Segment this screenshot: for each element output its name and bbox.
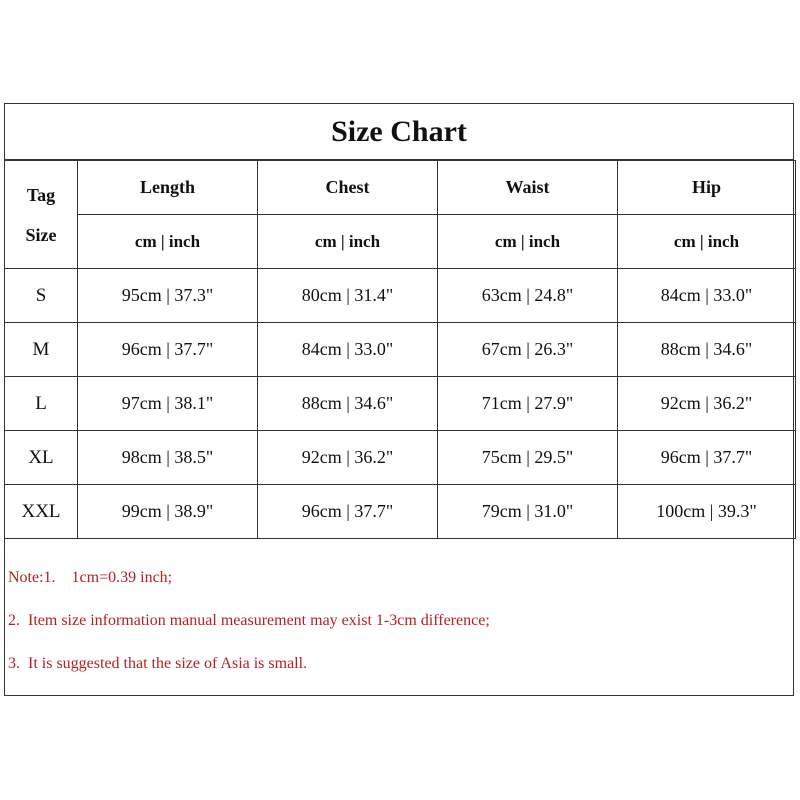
size-cell: S [5,269,78,323]
waist-cell: 75cm | 29.5" [438,431,618,485]
length-cell: 97cm | 38.1" [78,377,258,431]
hip-cell: 100cm | 39.3" [618,485,796,539]
table-row [5,431,796,485]
length-cell: 99cm | 38.9" [78,485,258,539]
waist-cell: 63cm | 24.8" [438,269,618,323]
size-label: Size [25,224,57,245]
note-2: 2. Item size information manual measurement may exist 1-3cm difference; [8,612,490,629]
note-1: Note:1. 1cm=0.39 inch; [8,569,173,586]
header-row [5,161,796,215]
waist-cell: 67cm | 26.3" [438,323,618,377]
size-cell: L [5,377,78,431]
column-header-hip: Hip [618,161,796,215]
hip-cell: 96cm | 37.7" [618,431,796,485]
chest-cell: 80cm | 31.4" [258,269,438,323]
table-row [5,323,796,377]
chart-title: Size Chart [5,104,793,160]
note-3: 3. It is suggested that the size of Asia is small. [8,655,308,672]
chest-cell: 96cm | 37.7" [258,485,438,539]
unit-label: cm | inch [438,215,618,269]
table-row [5,485,796,539]
unit-row [5,215,796,269]
size-table [4,160,796,539]
hip-cell: 92cm | 36.2" [618,377,796,431]
hip-cell: 84cm | 33.0" [618,269,796,323]
size-cell: XL [5,431,78,485]
waist-cell: 79cm | 31.0" [438,485,618,539]
hip-cell: 88cm | 34.6" [618,323,796,377]
column-header-length: Length [78,161,258,215]
column-header-waist: Waist [438,161,618,215]
unit-label: cm | inch [78,215,258,269]
column-header-chest: Chest [258,161,438,215]
tag-label: Tag [26,184,56,205]
waist-cell: 71cm | 27.9" [438,377,618,431]
size-cell: XXL [5,485,78,539]
tag-size-header [5,161,78,269]
length-cell: 95cm | 37.3" [78,269,258,323]
chest-cell: 84cm | 33.0" [258,323,438,377]
table-row [5,269,796,323]
unit-label: cm | inch [618,215,796,269]
length-cell: 96cm | 37.7" [78,323,258,377]
length-cell: 98cm | 38.5" [78,431,258,485]
table-row [5,377,796,431]
unit-label: cm | inch [258,215,438,269]
size-cell: M [5,323,78,377]
chest-cell: 88cm | 34.6" [258,377,438,431]
chest-cell: 92cm | 36.2" [258,431,438,485]
size-chart [4,103,794,696]
